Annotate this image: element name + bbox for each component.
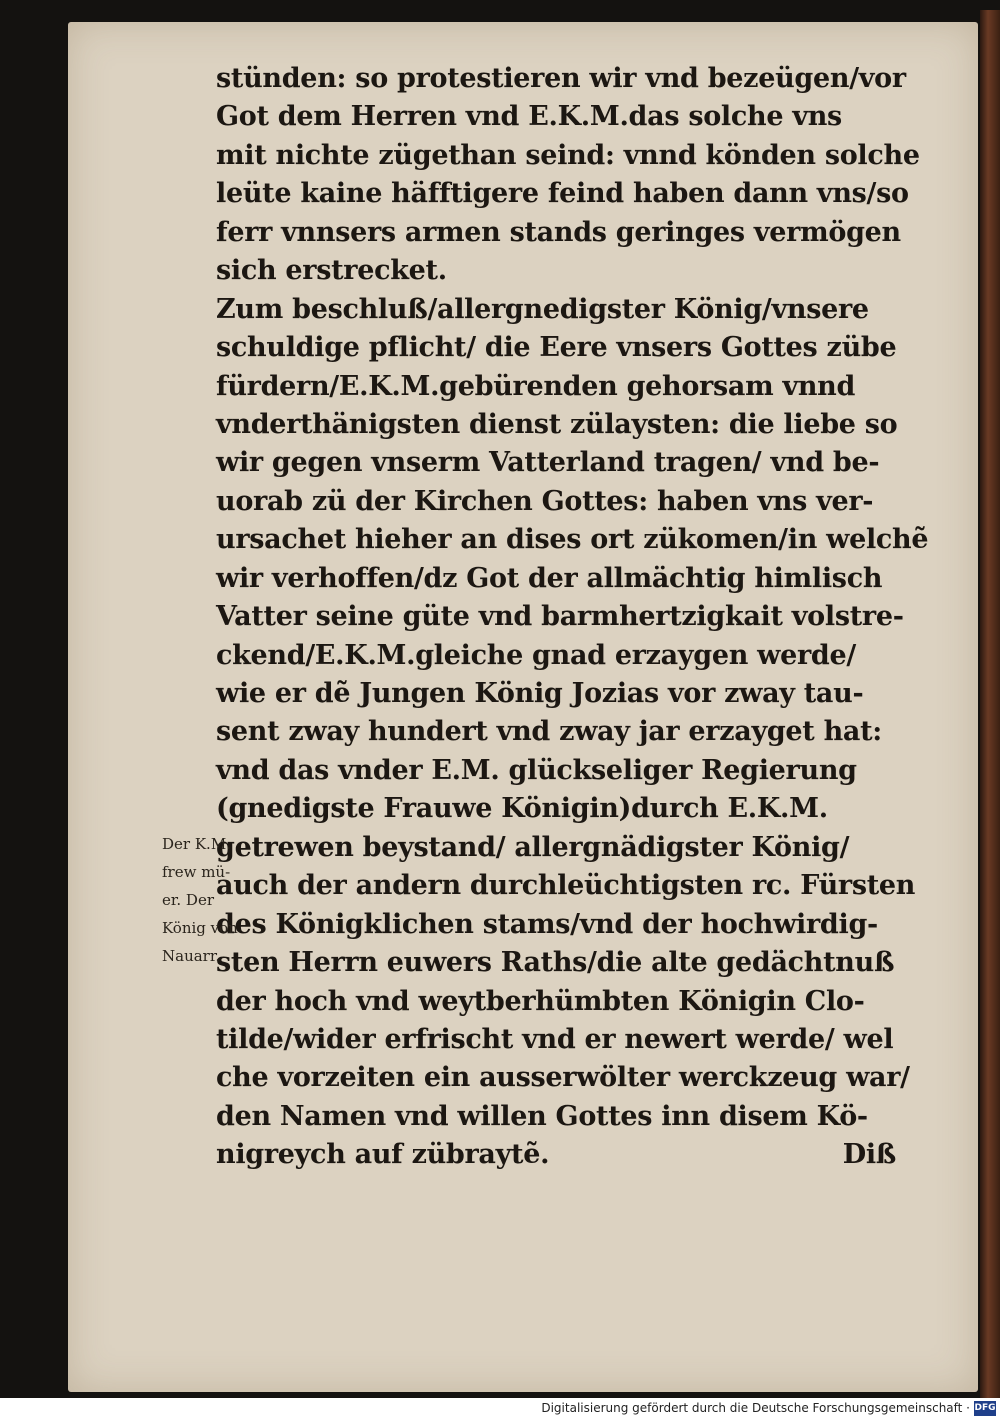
- text-line: ursachet hieher an dises ort zükomen/in welchẽ: [216, 524, 929, 556]
- text-line: wie er dẽ Jungen König Jozias vor zway tau-: [216, 678, 864, 709]
- text-line: schuldige pflicht/ die Eere vnsers Gottes zübe: [216, 332, 897, 364]
- text-line: mit nichte zügethan seind: vnnd könden solche: [216, 139, 920, 171]
- text-line: ferr vnnsers armen stands geringes vermögen: [216, 216, 901, 248]
- text-line: getrewen beystand/ allergnädigster König/: [216, 831, 850, 863]
- text-line: wir gegen vnserm Vatterland tragen/ vnd be-: [216, 447, 880, 479]
- text-line: leüte kaine häfftigere feind haben dann vns/so: [216, 178, 909, 210]
- text-line: sich erstrecket.: [216, 255, 447, 287]
- footer-bar: [0, 1398, 1000, 1420]
- text-line: Got dem Herren vnd E.K.M.das solche vns: [216, 101, 842, 133]
- text-line: des Königklichen stams/vnd der hochwirdig-: [216, 908, 878, 940]
- funding-credit: Digitalisierung gefördert durch die Deutsche Forschungsgemeinschaft ·: [541, 1401, 970, 1415]
- text-line: vnd das vnder E.M. glückseliger Regierung: [216, 754, 857, 786]
- margin-note: [162, 830, 272, 970]
- last-text-row: [216, 1136, 896, 1174]
- text-line: den Namen vnd willen Gottes inn disem Kö-: [216, 1100, 868, 1132]
- text-line: che vorzeiten ein ausserwölter werckzeug war/: [216, 1062, 910, 1094]
- catchword: Diß: [842, 1139, 896, 1171]
- text-line: ckend/E.K.M.gleiche gnad erzaygen werde/: [216, 639, 856, 671]
- text-line: Zum beschluß/allergnedigster König/vnsere: [216, 293, 869, 325]
- text-line: Vatter seine güte vnd barmhertzigkait volstre-: [216, 601, 904, 633]
- text-line: uorab zü der Kirchen Gottes: haben vns ver-: [216, 485, 874, 517]
- main-text-block: [216, 60, 929, 1175]
- margin-note-line: Nauarr.: [162, 947, 221, 965]
- text-line: der hoch vnd weytberhümbten Königin Clo-: [216, 985, 865, 1017]
- text-line: sent zway hundert vnd zway jar erzayget hat:: [216, 716, 882, 748]
- margin-note-line: er. Der: [162, 891, 215, 909]
- margin-note-line: frew mü-: [162, 863, 231, 881]
- text-line: sten Herrn euwers Raths/die alte gedächtnuß: [216, 947, 895, 979]
- text-line: vnderthänigsten dienst zülaysten: die liebe so: [216, 408, 898, 440]
- text-line: wir verhoffen/dz Got der allmächtig himlisch: [216, 562, 883, 594]
- text-line: (gnedigste Frauwe Königin)durch E.K.M.: [216, 793, 828, 825]
- margin-note-line: König von: [162, 919, 238, 937]
- text-line: stünden: so protestieren wir vnd bezeügen/vor: [216, 63, 906, 94]
- text-line: nigreych auf zübraytẽ.: [216, 1139, 550, 1171]
- text-line: fürdern/E.K.M.gebürenden gehorsam vnnd: [216, 370, 856, 402]
- text-line: auch der andern durchleüchtigsten rc. Fürsten: [216, 870, 916, 902]
- book-binding-edge: [980, 10, 1000, 1400]
- text-line: tilde/wider erfrischt vnd er newert werde/ wel: [216, 1023, 894, 1055]
- margin-note-line: Der K.M.: [162, 835, 231, 853]
- dfg-logo: DFG: [974, 1401, 996, 1416]
